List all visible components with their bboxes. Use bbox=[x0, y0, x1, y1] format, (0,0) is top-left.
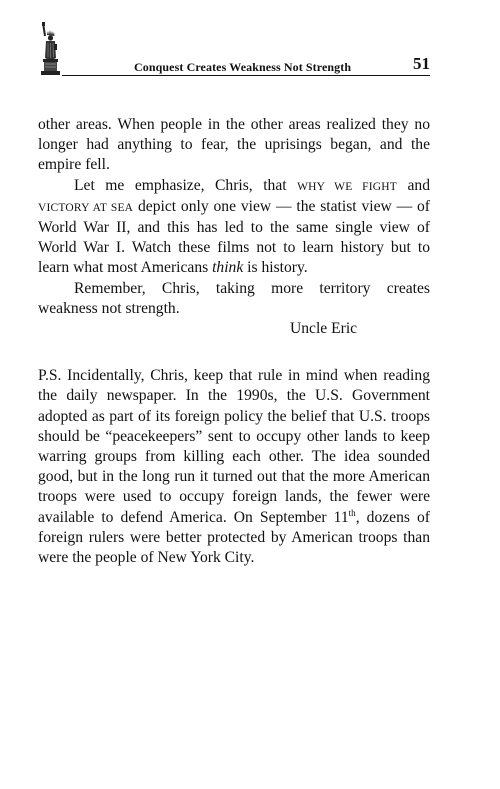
paragraph-2-text-b: and bbox=[396, 176, 430, 194]
film-title-victory-at-sea: VICTORY AT SEA bbox=[38, 201, 134, 214]
paragraph-2 bbox=[38, 176, 430, 279]
signature: Uncle Eric bbox=[290, 320, 358, 338]
paragraph-2-text-a: Let me emphasize, Chris, that bbox=[74, 176, 298, 194]
running-header bbox=[38, 20, 430, 76]
postscript-text-a: P.S. Incidentally, Chris, keep that rule in mind when reading the daily newspaper. In the 1990s, the U.S. Government adopted as part of its foreign policy the belief that U.S. troops should be “peacekeepers” sent to occupy other lands to keep warring groups from killing each other. The idea sounded good, but in the long run it turned out that the more American troops were used to occupy foreign lands, the fewer were available to defend America. On September 11 bbox=[38, 367, 430, 526]
emphasis-think: think bbox=[212, 259, 244, 277]
running-title: Conquest Creates Weakness Not Strength bbox=[134, 60, 352, 74]
ordinal-suffix: th bbox=[348, 507, 356, 518]
paragraph-3: Remember, Chris, taking more territory creates weakness not strength. bbox=[38, 279, 430, 317]
paragraph-2-text-d: is history. bbox=[243, 259, 308, 277]
paragraph-2-text-c: depict only one view — the statist view — of World War II, and this has led to the same single view of World War I. Watch these films not to learn history but to learn what most Americans bbox=[38, 197, 430, 277]
film-title-why-we-fight: WHY WE FIGHT bbox=[297, 180, 397, 193]
postscript-text-b: , dozens of foreign rulers were better protected by American troops than were the people of New York City. bbox=[38, 508, 430, 567]
page-number: 51 bbox=[413, 54, 430, 73]
paragraph-1: other areas. When people in the other areas realized they no longer had anything to fear, the uprisings began, and the empire fell. bbox=[38, 116, 430, 174]
page-body bbox=[38, 115, 430, 568]
header-rule bbox=[62, 75, 430, 76]
statue-of-liberty-icon bbox=[38, 20, 68, 76]
postscript bbox=[38, 366, 430, 568]
